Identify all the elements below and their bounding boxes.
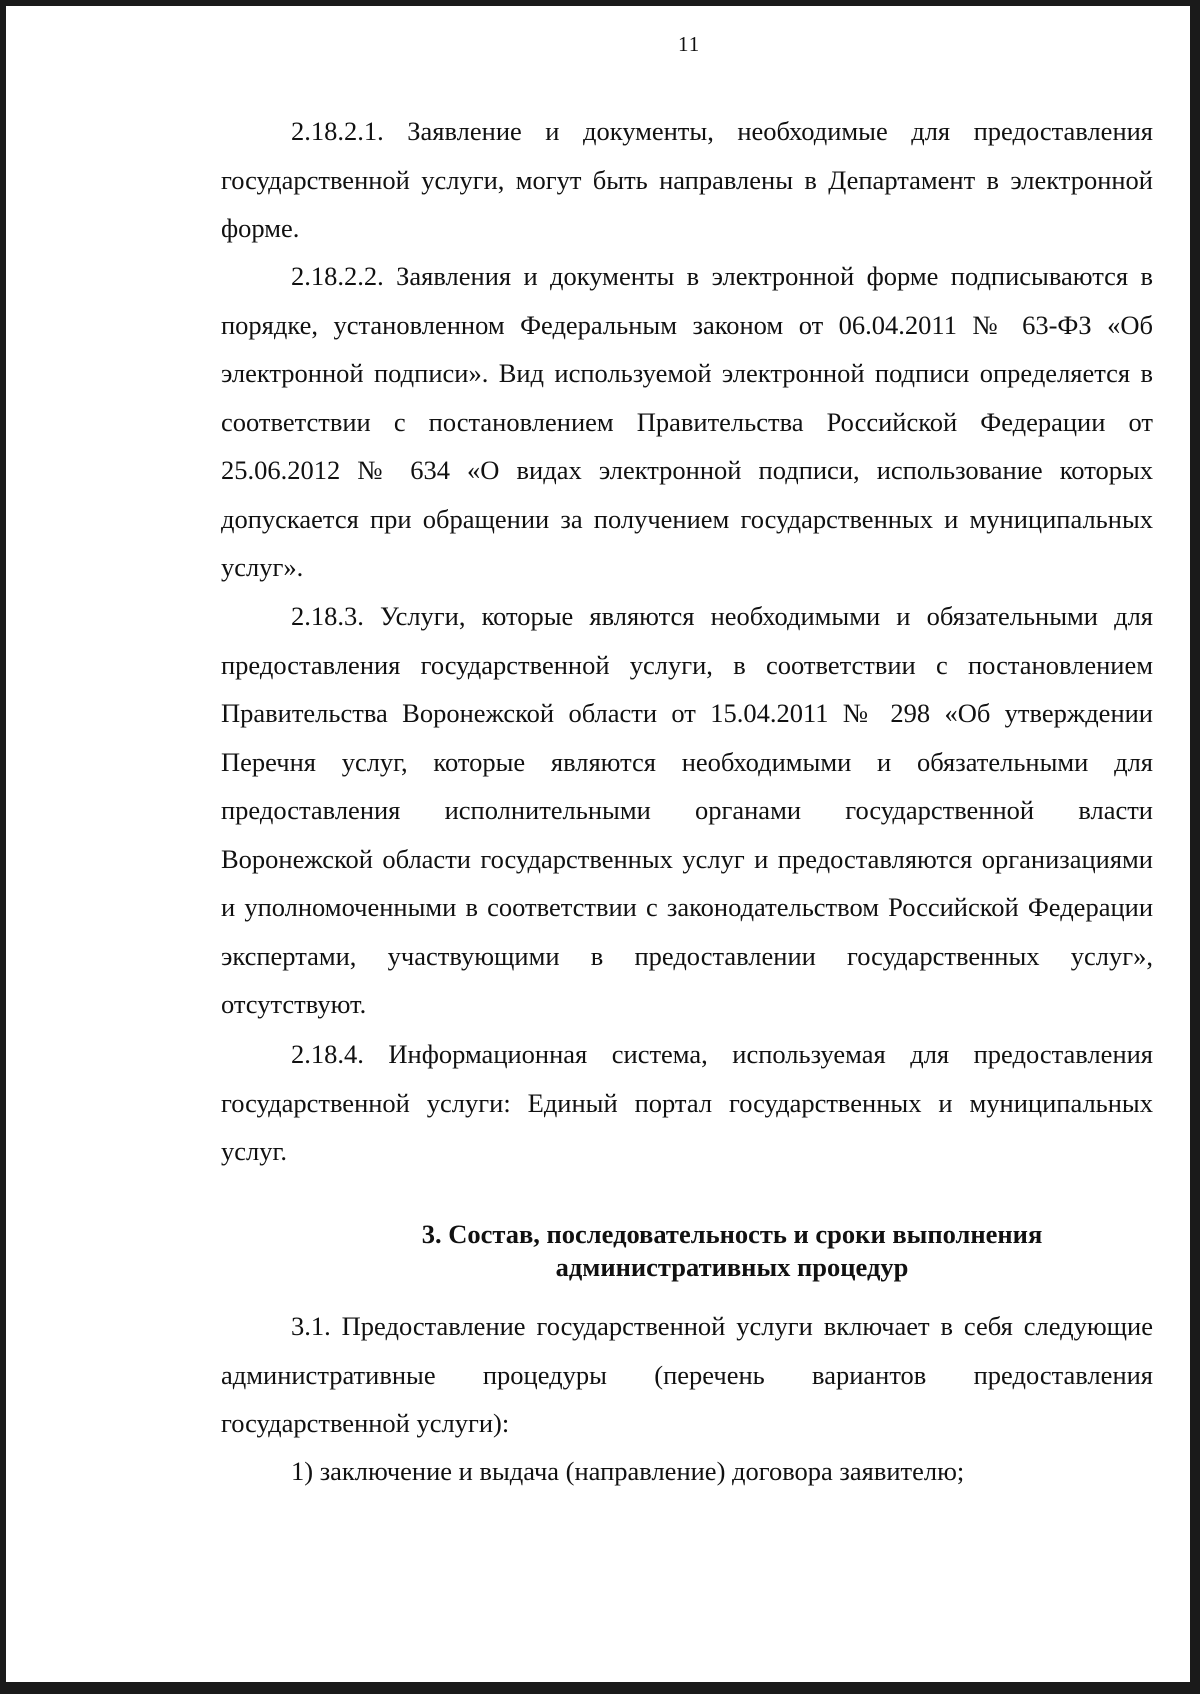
section-heading-line1: 3. Состав, последовательность и сроки выполнения [421,1219,1043,1249]
section-heading [311,1218,1153,1284]
section-heading-line2: административных процедур [555,1252,909,1282]
paragraph-2-18-2-2: 2.18.2.2. Заявления и документы в электронной форме подписываются в порядке, установленном Федеральным законом от 06.04.2011 № 63-ФЗ «Об электронной подписи». Вид используемой электронной подписи определяется в соответствии с постановлением Правительства Российской Федерации от 25.06.2012 № 634 «О видах электронной подписи, использование которых допускается при обращении за получением государственных и муниципальных услуг». [221,261,1153,582]
paragraph-3-1: 3.1. Предоставление государственной услуги включает в себя следующие административные процедуры (перечень вариантов предоставления государственной услуги): [221,1311,1153,1438]
paragraph-2-18-2-1: 2.18.2.1. Заявление и документы, необходимые для предоставления государственной услуги, могут быть направлены в Департамент в электронной форме. [221,116,1153,243]
paragraph-2-18-3: 2.18.3. Услуги, которые являются необходимыми и обязательными для предоставления государственной услуги, в соответствии с постановлением Правительства Воронежской области от 15.04.2011 № 298 «Об утверждении Перечня услуг, которые являются необходимыми и обязательными для предоставления исполнительными органами государственной власти Воронежской области государственных услуг и предоставляются организациями и уполномоченными в соответствии с законодательством Российской Федерации экспертами, участвующими в предоставлении государственных услуг», отсутствуют. [221,601,1153,1019]
page-number: 11 [678,32,701,56]
paragraph-2-18-4: 2.18.4. Информационная система, используемая для предоставления государственной услуги: Единый портал государственных и муниципальных услуг. [221,1039,1153,1166]
list-item-1: 1) заключение и выдача (направление) договора заявителю; [291,1456,965,1486]
